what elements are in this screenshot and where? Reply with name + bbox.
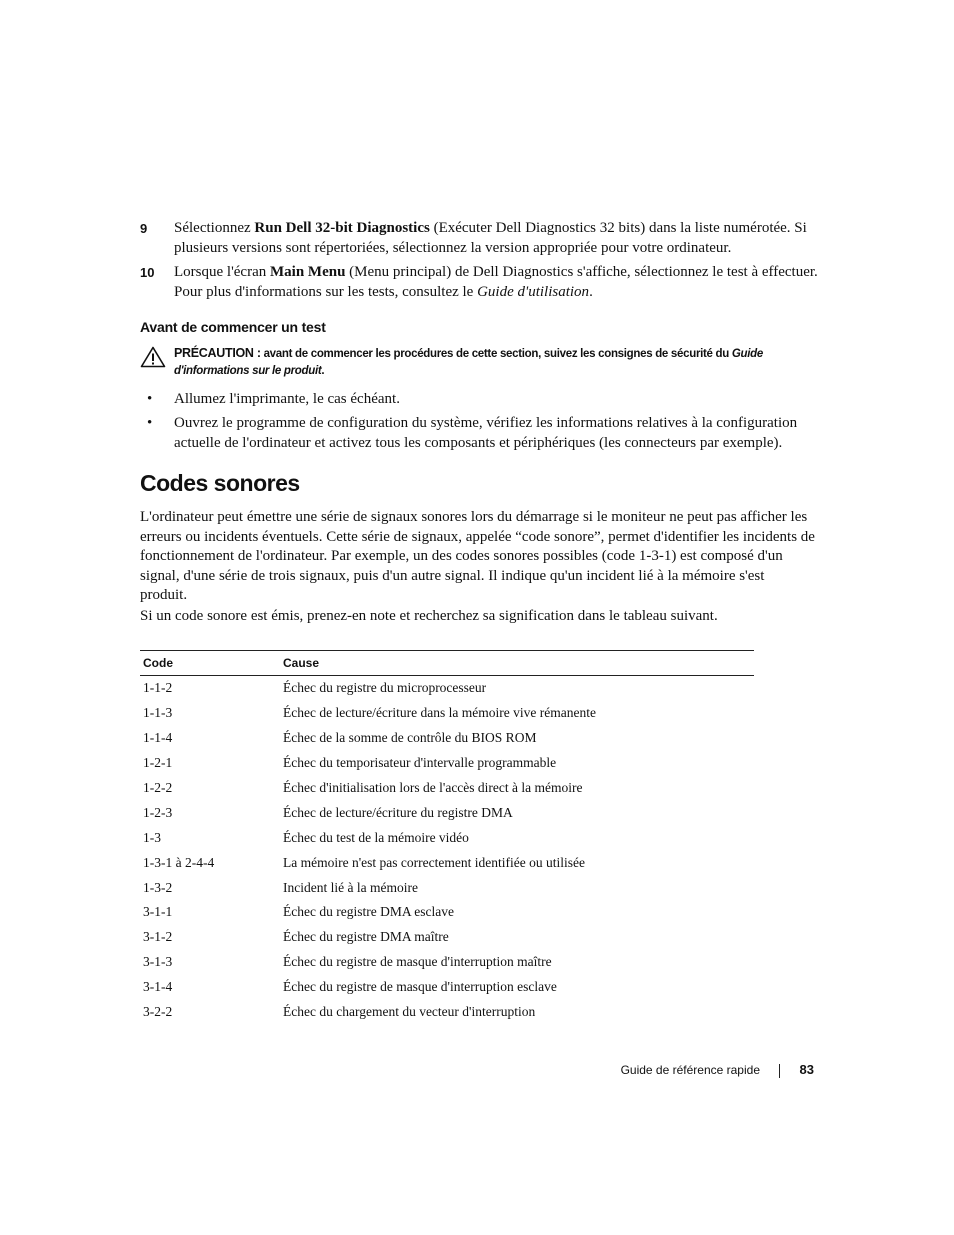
code-cell: 3-1-3 — [143, 954, 173, 970]
cause-cell: Échec d'initialisation lors de l'accès direct à la mémoire — [283, 780, 583, 795]
code-cell: 1-2-2 — [143, 780, 173, 795]
code-cell: 1-1-2 — [143, 680, 173, 696]
step-10 — [140, 263, 820, 302]
note-paragraph: Si un code sonore est émis, prenez-en note et recherchez sa signification dans le tableau suivant. — [140, 608, 718, 624]
cause-cell: Échec de lecture/écriture du registre DMA — [283, 804, 513, 820]
cause-cell: Échec du registre DMA maître — [283, 929, 449, 945]
cause-cell: Échec du registre de masque d'interruption maître — [283, 954, 552, 970]
code-cell: 1-2-3 — [143, 804, 173, 820]
code-cell: 3-1-2 — [143, 929, 173, 945]
code-cell: 1-3 — [143, 829, 161, 845]
code-cell: 1-2-1 — [143, 755, 173, 771]
list-item: • Allumez l'imprimante, le cas échéant. — [140, 390, 820, 410]
footer-title: Guide de référence rapide — [620, 1063, 760, 1077]
code-cell: 1-3-1 à 2-4-4 — [143, 854, 215, 870]
table-header-row — [140, 651, 754, 676]
column-header-cause: Cause — [280, 651, 754, 676]
step-number: 9 — [140, 221, 148, 236]
table-row — [140, 850, 754, 875]
warning-triangle-icon — [140, 346, 166, 368]
step-9 — [140, 219, 820, 258]
bullet-icon: • — [147, 391, 153, 407]
menu-name: Main Menu — [270, 264, 346, 280]
list-item: • Ouvrez le programme de configuration du système, vérifiez les informations relatives à la configuration actuelle de l'ordinateur et activez tous les composants et périphériques (les connecteurs par exemple). — [147, 415, 798, 451]
step-text: Lorsque l'écran Main Menu (Menu principal) de Dell Diagnostics s'affiche, sélectionnez le test à effectuer. Pour plus d'informations sur les tests, consultez le Guide d'utilisation. — [174, 264, 818, 300]
page-number: 83 — [799, 1062, 814, 1077]
cause-cell: La mémoire n'est pas correctement identifiée ou utilisée — [283, 854, 585, 870]
table-row — [140, 701, 754, 726]
table-row — [140, 900, 754, 925]
table-row — [140, 726, 754, 751]
page-footer — [560, 1062, 814, 1082]
code-cell: 1-1-3 — [143, 705, 173, 721]
page-title: Codes sonores — [140, 470, 300, 496]
guide-reference: Guide d'informations sur le produit — [174, 348, 763, 377]
cause-cell: Échec de la somme de contrôle du BIOS ROM — [283, 730, 537, 746]
table-row — [140, 800, 754, 825]
table-row — [140, 950, 754, 975]
intro-paragraph: L'ordinateur peut émettre une série de signaux sonores lors du démarrage si le moniteur ne peut pas afficher les erreurs ou incidents éventuels. Cette série de signaux, appelée “code sonore”, permet d'identifier les incidents de fonctionnement de l'ordinateur. Par exemple, un des codes sonores possibles (code 1-3-1) est composé d'un signal, d'une série de trois signaux, puis d'un autre signal. Il indique qu'un incident lié à la mémoire s'est produit. — [140, 509, 815, 603]
bullet-icon: • — [147, 415, 153, 431]
menu-option-name: Run Dell 32-bit Diagnostics — [254, 220, 430, 236]
cause-cell: Échec du temporisateur d'intervalle programmable — [283, 755, 557, 771]
cause-cell: Échec de lecture/écriture dans la mémoire vive rémanente — [283, 705, 596, 721]
code-cell: 3-1-1 — [143, 904, 173, 920]
guide-reference: Guide d'utilisation — [477, 283, 590, 300]
cause-cell: Échec du test de la mémoire vidéo — [283, 829, 469, 845]
table-row — [140, 925, 754, 950]
table-row — [140, 875, 754, 900]
cause-cell: Échec du registre DMA esclave — [283, 904, 454, 920]
table-row — [140, 751, 754, 776]
code-cell: 3-1-4 — [143, 979, 173, 995]
step-number: 10 — [140, 265, 155, 280]
cause-cell: Échec du chargement du vecteur d'interruption — [283, 1004, 536, 1020]
cause-cell: Échec du registre du microprocesseur — [283, 680, 487, 696]
section-heading: Avant de commencer un test — [140, 319, 326, 335]
caution-text: PRÉCAUTION : avant de commencer les procédures de cette section, suivez les consignes de sécurité du Guide d'informations sur le produit. — [174, 346, 763, 377]
table-row — [140, 825, 754, 850]
step-text: Sélectionnez Run Dell 32-bit Diagnostics (Exécuter Dell Diagnostics 32 bits) dans la liste numérotée. Si plusieurs versions sont répertoriées, sélectionnez la version appropriée pour votre ordinateur. — [174, 220, 807, 256]
table-row — [140, 776, 754, 801]
caution-notice — [140, 345, 820, 380]
code-cell: 3-2-2 — [143, 1004, 173, 1020]
code-cell: 1-1-4 — [143, 730, 173, 746]
cause-cell: Échec du registre de masque d'interruption esclave — [283, 979, 557, 995]
code-cell: 1-3-2 — [143, 879, 173, 895]
cause-cell: Incident lié à la mémoire — [283, 879, 418, 895]
caution-label: PRÉCAUTION : — [174, 346, 261, 360]
table-row — [140, 676, 754, 701]
table-row — [140, 1000, 754, 1025]
column-header-code: Code — [140, 651, 280, 676]
table-row — [140, 975, 754, 1000]
footer-divider — [779, 1064, 780, 1078]
beep-codes-table — [140, 650, 754, 1024]
